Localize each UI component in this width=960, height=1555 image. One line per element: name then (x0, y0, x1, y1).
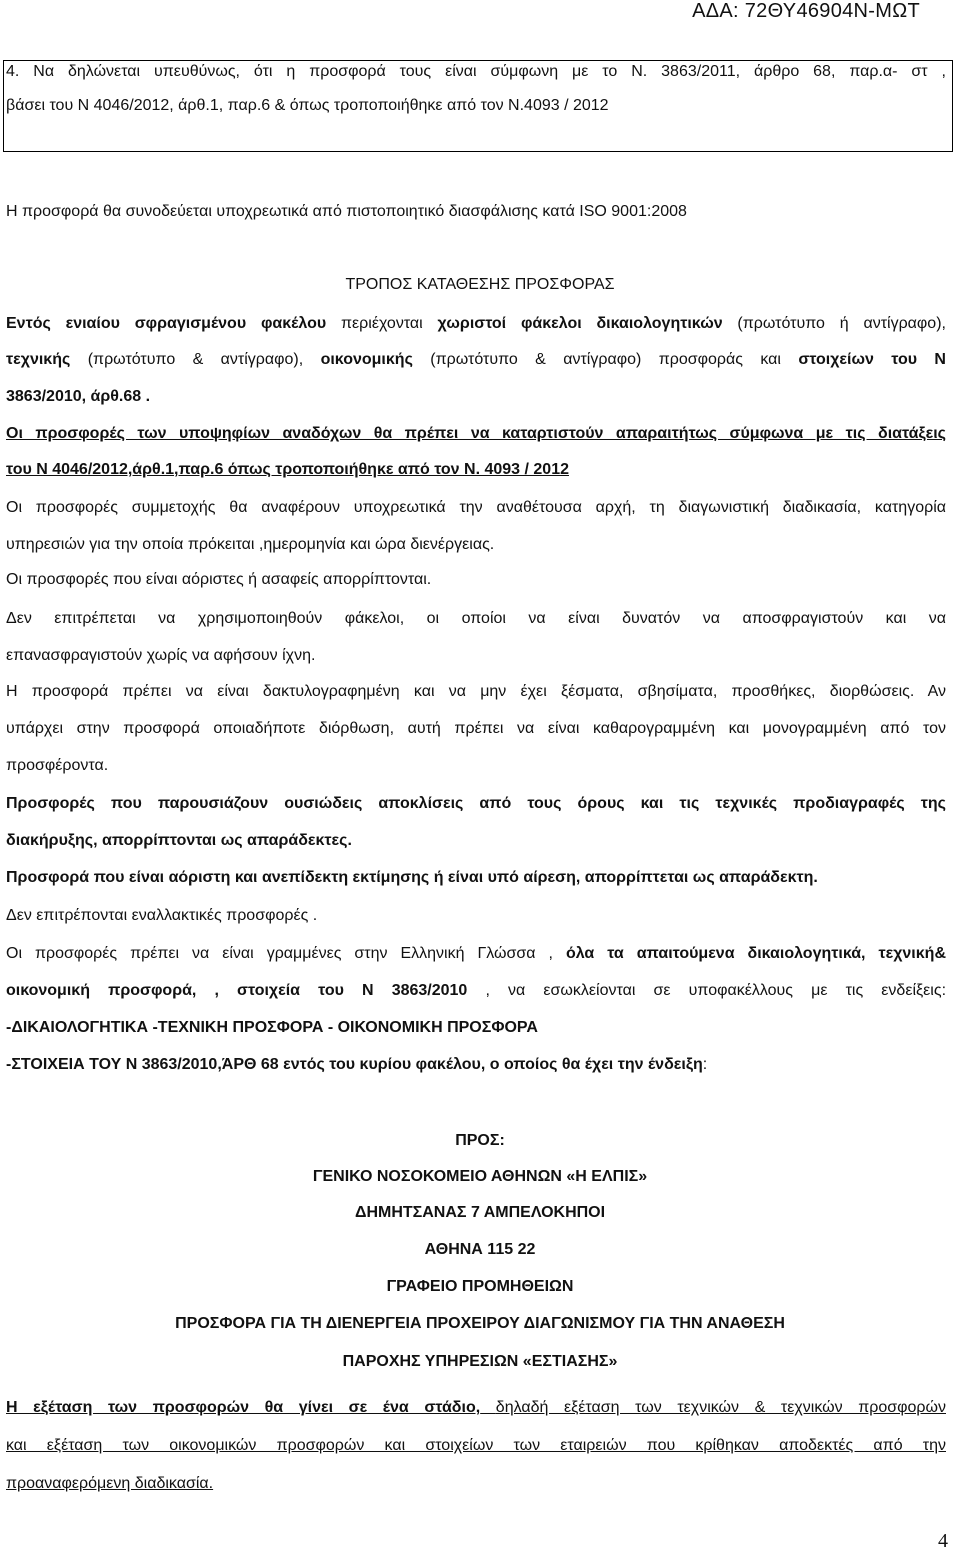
text-span: χωριστοί φάκελοι δικαιολογητικών (437, 315, 723, 332)
paragraph-3-line-2: υπηρεσιών για την οποία πρόκειται ,ημερομηνία και ώρα διενέργειας. (6, 536, 495, 553)
address-line-3: ΑΘΗΝΑ 115 22 (424, 1241, 536, 1258)
paragraph-2-line-2: του Ν 4046/2012,άρθ.1,παρ.6 όπως τροποποιήθηκε από τον Ν. 4093 / 2012 (6, 461, 569, 478)
address-to-label: ΠΡΟΣ: (455, 1132, 505, 1149)
text-span: οικονομική προσφορά, , στοιχεία του Ν 3863/2010 (6, 982, 468, 999)
text-span: όλα τα απαιτούμενα δικαιολογητικά, τεχνική& (565, 945, 947, 962)
paragraph-1-line-1 (6, 314, 946, 334)
paragraph-13-line-2: και εξέταση των οικονομικών προσφορών και στοιχείων των εταιρειών που κρίθηκαν αποδεκτές από την (6, 1437, 946, 1454)
paragraph-8: Προσφορά που είναι αόριστη και ανεπίδεκτη εκτίμησης ή είναι υπό αίρεση, απορρίπτεται ως απαράδεκτη. (6, 869, 818, 886)
text-span: περιέχονται (340, 315, 423, 332)
address-line-5: ΠΡΟΣΦΟΡΑ ΓΙΑ ΤΗ ΔΙΕΝΕΡΓΕΙΑ ΠΡΟΧΕΙΡΟΥ ΔΙΑΓΩΝΙΣΜΟΥ ΓΙΑ ΤΗΝ ΑΝΑΘΕΣΗ (175, 1315, 785, 1332)
paragraph-13-line-1 (6, 1398, 946, 1418)
text-span: : (702, 1056, 708, 1073)
address-line-6: ΠΑΡΟΧΗΣ ΥΠΗΡΕΣΙΩΝ «ΕΣΤΙΑΣΗΣ» (342, 1353, 618, 1370)
text-span: Η εξέταση των προσφορών θα γίνει σε ένα στάδιο, (6, 1399, 481, 1416)
text-span: (πρωτότυπο & αντίγραφο), (87, 351, 304, 368)
paragraph-7-line-2: διακήρυξης, απορρίπτονται ως απαράδεκτες. (6, 832, 352, 849)
paragraph-4: Οι προσφορές που είναι αόριστες ή ασαφείς απορρίπτονται. (6, 571, 432, 588)
address-line-4: ΓΡΑΦΕΙΟ ΠΡΟΜΗΘΕΙΩΝ (386, 1278, 574, 1295)
paragraph-3-line-1: Οι προσφορές συμμετοχής θα αναφέρουν υποχρεωτικά την αναθέτουσα αρχή, τη διαγωνιστική διαδικασία, κατηγορία (6, 499, 946, 516)
address-line-2: ΔΗΜΗΤΣΑΝΑΣ 7 ΑΜΠΕΛΟΚΗΠΟΙ (354, 1204, 606, 1221)
paragraph-12 (6, 1055, 707, 1075)
text-span: Εντός ενιαίου σφραγισμένου φακέλου (6, 315, 327, 332)
text-span: (πρωτότυπο ή αντίγραφο), (737, 315, 946, 332)
paragraph-10-line-2 (6, 981, 946, 1001)
text-span: τεχνικής (6, 351, 71, 368)
paragraph-10-line-1 (6, 944, 946, 964)
paragraph-1-line-3: 3863/2010, άρθ.68 . (6, 388, 151, 405)
text-span: δηλαδή εξέταση των τεχνικών & τεχνικών προσφορών (495, 1399, 946, 1416)
text-span: (πρωτότυπο & αντίγραφο) προσφοράς και (430, 351, 781, 368)
section-title: ΤΡΟΠΟΣ ΚΑΤΑΘΕΣΗΣ ΠΡΟΣΦΟΡΑΣ (345, 276, 615, 293)
page-number: 4 (938, 1530, 948, 1552)
paragraph-9: Δεν επιτρέπονται εναλλακτικές προσφορές . (6, 907, 318, 924)
text-span: -ΣΤΟΙΧΕΙΑ ΤΟΥ Ν 3863/2010,ΆΡΘ 68 εντός του κυρίου φακέλου, ο οποίος θα έχει την ένδειξη (6, 1056, 703, 1073)
paragraph-6-line-2: υπάρχει στην προσφορά οποιαδήποτε διόρθωση, αυτή πρέπει να είναι καθαρογραμμένη και μονογραμμένη από τον (6, 720, 946, 737)
paragraph-7-line-1: Προσφορές που παρουσιάζουν ουσιώδεις αποκλίσεις από τους όρους και τις τεχνικές προδιαγραφές της (6, 795, 946, 812)
text-span: στοιχείων του Ν (798, 351, 946, 368)
paragraph-5-line-1: Δεν επιτρέπεται να χρησιμοποιηθούν φάκελοι, οι οποίοι να είναι δυνατόν να αποσφραγιστούν και να (6, 610, 946, 627)
line-declaration-1: 4. Να δηλώνεται υπευθύνως, ότι η προσφορά τους είναι σύμφωνη με το Ν. 3863/2011, άρθρο 68, παρ.α- στ , (6, 63, 946, 80)
paragraph-11: -ΔΙΚΑΙΟΛΟΓΗΤΙΚΑ -ΤΕΧΝΙΚΗ ΠΡΟΣΦΟΡΑ - ΟΙΚΟΝΟΜΙΚΗ ΠΡΟΣΦΟΡΑ (6, 1019, 538, 1036)
paragraph-6-line-3: προσφέροντα. (6, 757, 109, 774)
line-declaration-2: βάσει του Ν 4046/2012, άρθ.1, παρ.6 & όπως τροποποιήθηκε από τον Ν.4093 / 2012 (6, 97, 609, 114)
paragraph-13-line-3: προαναφερόμενη διαδικασία. (6, 1475, 214, 1492)
paragraph-5-line-2: επανασφραγιστούν χωρίς να αφήσουν ίχνη. (6, 647, 316, 664)
paragraph-1-line-2 (6, 350, 946, 370)
ada-code: ΑΔΑ: 72ΘΥ46904Ν-ΜΩΤ (692, 0, 920, 22)
paragraph-6-line-1: Η προσφορά πρέπει να είναι δακτυλογραφημένη και να μην έχει ξέσματα, σβησίματα, προσθήκες, διορθώσεις. Αν (6, 683, 946, 700)
text-span: , να εσωκλείονται σε υποφακέλλους με τις ενδείξεις: (485, 982, 947, 999)
paragraph-2-line-1: Οι προσφορές των υποψηφίων αναδόχων θα πρέπει να καταρτιστούν απαραιτήτως σύμφωνα με τις διατάξεις (6, 425, 946, 442)
iso-certificate-line: Η προσφορά θα συνοδεύεται υποχρεωτικά από πιστοποιητικό διασφάλισης κατά ISO 9001:2008 (6, 203, 687, 220)
text-span: Οι προσφορές πρέπει να είναι γραμμένες στην Ελληνική Γλώσσα , (6, 945, 553, 962)
address-line-1: ΓΕΝΙΚΟ ΝΟΣΟΚΟΜΕΙΟ ΑΘΗΝΩΝ «Η ΕΛΠΙΣ» (312, 1168, 648, 1185)
text-span: οικονομικής (320, 351, 413, 368)
